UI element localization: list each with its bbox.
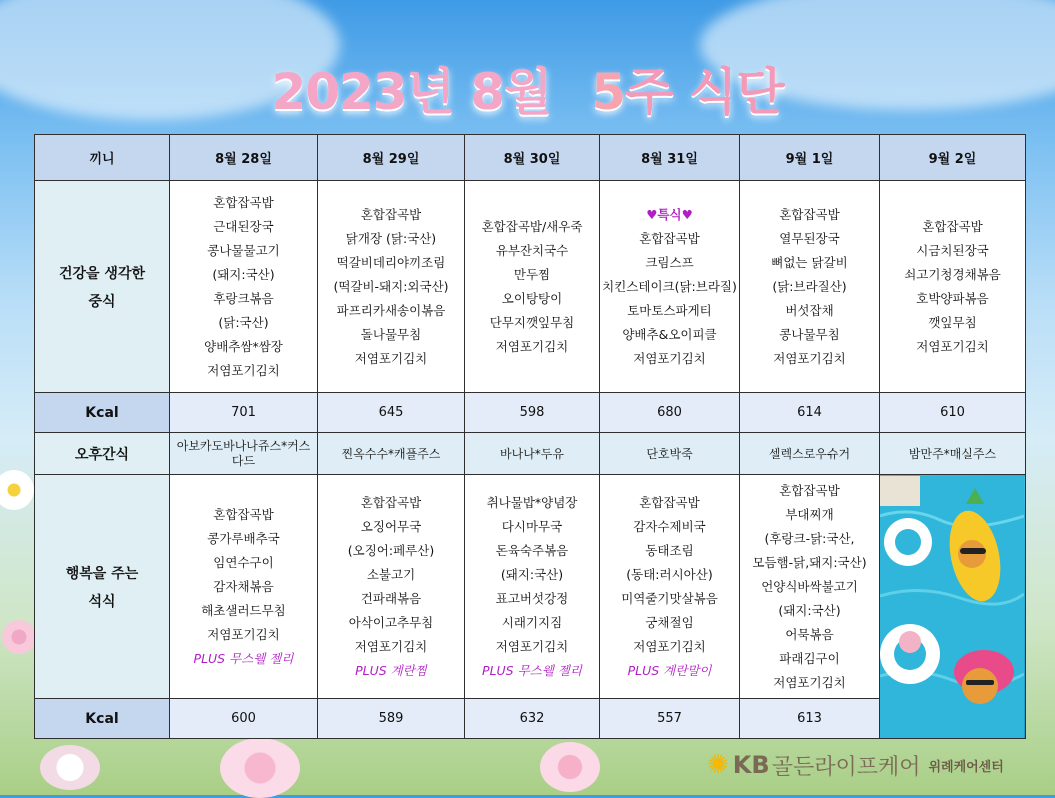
snack-value: 찐옥수수*캐플주스: [318, 433, 465, 475]
menu-item: 시금치된장국: [916, 242, 989, 258]
logo-brand-name: 골든라이프케어: [771, 754, 921, 780]
kcal-value: 557: [600, 699, 740, 739]
menu-item: 혼합잡곡밥: [213, 506, 274, 522]
menu-item: 어묵볶음: [785, 626, 834, 642]
menu-item: 저염포기김치: [773, 674, 846, 690]
pool-illustration: [880, 475, 1026, 739]
snack-value: 바나나*두유: [465, 433, 600, 475]
menu-item: (돼지:국산): [212, 266, 275, 282]
menu-item: (오징어:페루산): [347, 542, 435, 558]
menu-item: 양배추쌈*쌈장: [204, 338, 283, 354]
menu-item: 저염포기김치: [207, 362, 280, 378]
menu-item: 미역줄기맛살볶음: [621, 590, 718, 606]
menu-item: 저염포기김치: [354, 350, 428, 366]
menu-item: 만두찜: [513, 266, 551, 282]
dinner-cell: [465, 475, 600, 699]
menu-item: 단무지깻잎무침: [489, 314, 575, 330]
flower-decoration: [40, 745, 100, 790]
menu-item: 오징어무국: [360, 518, 422, 534]
menu-item: 양배추&오이피클: [622, 326, 717, 342]
header-row: [35, 135, 1026, 181]
menu-item: (닭:국산): [218, 314, 269, 330]
day-header: 9월 2일: [880, 135, 1026, 181]
menu-item: 저염포기김치: [495, 338, 569, 354]
dinner-cell: [600, 475, 740, 699]
menu-item: 치킨스테이크(닭:브라질): [602, 278, 737, 294]
lunch-row: [35, 181, 1026, 393]
menu-item: 혼합잡곡밥/새우죽: [481, 218, 583, 234]
menu-item: 열무된장국: [779, 230, 840, 246]
menu-item: 혼합잡곡밥: [779, 482, 840, 498]
menu-item: (닭:브라질산): [772, 278, 847, 294]
snack-value: 단호박죽: [600, 433, 740, 475]
title-month: 2023년 8월: [271, 63, 552, 121]
lunch-cell: [170, 181, 318, 393]
dinner-row: [35, 475, 1026, 699]
logo-center-name: 위례케어센터: [928, 759, 1004, 775]
menu-item: 버섯잡채: [785, 302, 834, 318]
title-week: [591, 63, 783, 121]
kcal-value: 589: [318, 699, 465, 739]
snack-value: 밤만주*매실주스: [880, 433, 1026, 475]
menu-item: (후랑크-닭:국산,: [764, 530, 855, 546]
snack-row: [35, 433, 1026, 475]
menu-item: 시래기지짐: [501, 614, 563, 630]
menu-item: 표고버섯강정: [495, 590, 569, 606]
kcal-label: Kcal: [35, 699, 170, 739]
lunch-label-line2: 중식: [88, 293, 116, 310]
kcal-value: 600: [170, 699, 318, 739]
menu-item: (돼지:국산): [778, 602, 841, 618]
menu-item: (돼지:국산): [500, 566, 564, 582]
snack-value: 아보카도바나나쥬스*커스다드: [170, 433, 318, 475]
snack-value: 셀렉스로우슈거: [740, 433, 880, 475]
menu-item: 감자채볶음: [213, 578, 274, 594]
menu-item: 돈육숙주볶음: [495, 542, 569, 558]
title-week-number: 5: [591, 63, 626, 121]
menu-item: 근대된장국: [213, 218, 274, 234]
menu-item: 떡갈비데리야끼조림: [336, 254, 446, 270]
menu-item: 혼합잡곡밥: [639, 494, 700, 510]
meal-label-header: 끼니: [35, 135, 170, 181]
kcal-value: 701: [170, 393, 318, 433]
menu-item: 혼합잡곡밥: [213, 194, 274, 210]
dinner-kcal-row: [35, 699, 1026, 739]
menu-item: 오이탕탕이: [501, 290, 563, 306]
menu-item: 파래김구이: [779, 650, 840, 666]
menu-item: 모듬햄-닭,돼지:국산): [752, 554, 867, 570]
menu-item: 유부잔치국수: [495, 242, 569, 258]
menu-item: 혼합잡곡밥: [639, 230, 700, 246]
menu-item: (동태:러시아산): [626, 566, 713, 582]
meal-plan-table: [34, 134, 1026, 739]
menu-item: 아삭이고추무침: [348, 614, 434, 630]
menu-item: 저염포기김치: [354, 638, 428, 654]
lunch-cell: [880, 181, 1026, 393]
flower-decoration: [2, 620, 36, 654]
special-meal-badge: ♥특식♥: [646, 206, 693, 222]
menu-item: 언양식바싹불고기: [761, 578, 858, 594]
menu-item: (떡갈비-돼지:외국산): [333, 278, 449, 294]
menu-item: 후랑크볶음: [213, 290, 274, 306]
day-header: 8월 28일: [170, 135, 318, 181]
menu-item: 임연수구이: [213, 554, 274, 570]
menu-item: 파프리카새송이볶음: [336, 302, 446, 318]
day-header: 8월 31일: [600, 135, 740, 181]
menu-item: 저염포기김치: [495, 638, 569, 654]
dinner-label-line2: 석식: [88, 593, 116, 610]
menu-item: 취나물밥*양념장: [486, 494, 578, 510]
menu-item: 소불고기: [366, 566, 416, 582]
menu-item: 크림스프: [645, 254, 694, 270]
menu-item: 혼합잡곡밥: [360, 206, 422, 222]
plus-dessert: PLUS 무스웰 젤리: [193, 650, 294, 666]
menu-item: 저염포기김치: [916, 338, 989, 354]
dinner-cell: [740, 475, 880, 699]
page-title: [0, 52, 1055, 124]
lunch-cell: [465, 181, 600, 393]
plus-dessert: PLUS 무스웰 젤리: [482, 662, 582, 678]
menu-item: 궁채절임: [645, 614, 694, 630]
menu-item: 다시마무국: [501, 518, 563, 534]
menu-item: 해초샐러드무침: [201, 602, 286, 618]
menu-item: 닭개장 (닭:국산): [345, 230, 437, 246]
menu-item: 돌나물무침: [360, 326, 422, 342]
brand-logo: [707, 748, 1004, 782]
menu-item: 혼합잡곡밥: [360, 494, 422, 510]
pool-illustration-art: [880, 476, 1024, 738]
dinner-cell: [170, 475, 318, 699]
kcal-label: Kcal: [35, 393, 170, 433]
lunch-cell: [600, 181, 740, 393]
lunch-label-line1: 건강을 생각한: [58, 265, 146, 282]
lunch-kcal-row: [35, 393, 1026, 433]
kcal-value: 613: [740, 699, 880, 739]
kb-star-icon: ✺: [707, 750, 729, 780]
dinner-cell: [318, 475, 465, 699]
kcal-value: 598: [465, 393, 600, 433]
day-header: 9월 1일: [740, 135, 880, 181]
menu-item: 깻잎무침: [928, 314, 977, 330]
menu-item: 콩나물무침: [779, 326, 840, 342]
menu-item: 감자수제비국: [633, 518, 706, 534]
lunch-label: [35, 181, 170, 393]
day-header: 8월 30일: [465, 135, 600, 181]
menu-item: 호박양파볶음: [916, 290, 989, 306]
menu-item: 쇠고기청경채볶음: [904, 266, 1001, 282]
kcal-value: 645: [318, 393, 465, 433]
lunch-cell: [740, 181, 880, 393]
menu-item: 건파래볶음: [360, 590, 422, 606]
menu-item: 저염포기김치: [207, 626, 280, 642]
menu-item: 콩가루배추국: [207, 530, 280, 546]
flower-decoration: [540, 742, 600, 792]
snack-label: 오후간식: [35, 433, 170, 475]
plus-dessert: PLUS 계란찜: [355, 662, 427, 678]
title-week-rest: 주 식단: [625, 63, 784, 121]
menu-item: 저염포기김치: [633, 350, 706, 366]
kcal-value: 632: [465, 699, 600, 739]
flower-decoration: [0, 470, 34, 510]
flower-decoration: [220, 738, 300, 798]
menu-item: 부대찌개: [785, 506, 834, 522]
menu-item: 뼈없는 닭갈비: [771, 254, 848, 270]
menu-item: 동태조림: [645, 542, 694, 558]
logo-kb: KB: [732, 751, 770, 779]
menu-item: 콩나물물고기: [207, 242, 280, 258]
plus-dessert: PLUS 계란말이: [627, 662, 712, 678]
kcal-value: 610: [880, 393, 1026, 433]
menu-item: 혼합잡곡밥: [779, 206, 840, 222]
lunch-cell: [318, 181, 465, 393]
dinner-label-line1: 행복을 주는: [65, 565, 139, 582]
menu-item: 저염포기김치: [633, 638, 706, 654]
kcal-value: 680: [600, 393, 740, 433]
day-header: 8월 29일: [318, 135, 465, 181]
kcal-value: 614: [740, 393, 880, 433]
menu-item: 저염포기김치: [773, 350, 846, 366]
menu-item: 혼합잡곡밥: [922, 218, 983, 234]
menu-item: 토마토스파게티: [627, 302, 712, 318]
dinner-label: [35, 475, 170, 699]
